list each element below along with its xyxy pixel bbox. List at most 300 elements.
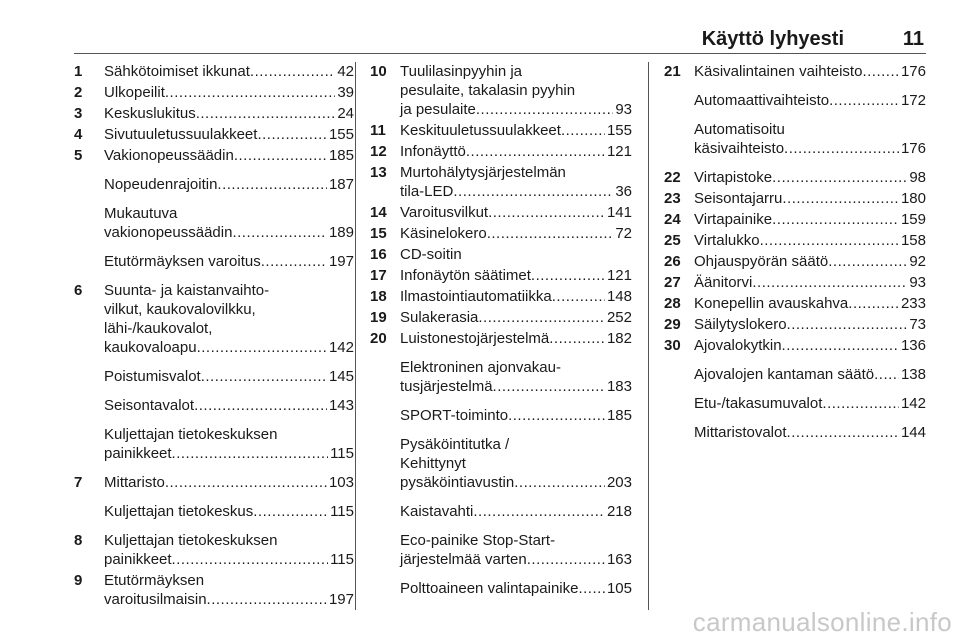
index-entry: [74, 175, 354, 194]
index-entry: [370, 203, 632, 222]
page-reference: 73: [909, 316, 926, 333]
entry-label: Äänitorvi: [694, 274, 753, 291]
entry-body: [694, 273, 926, 292]
entry-body: [400, 62, 632, 119]
entry-body: [400, 531, 632, 569]
watermark: carmanualsonline.info: [692, 607, 952, 637]
entry-label-row: [694, 336, 926, 355]
entry-label: painikkeet: [104, 551, 172, 568]
entry-body: [694, 336, 926, 355]
entry-label-row: [400, 100, 632, 119]
column-divider: [648, 62, 649, 610]
page-reference: 39: [337, 84, 354, 101]
index-entry: [370, 163, 632, 201]
entry-label-row: [694, 168, 926, 187]
entry-label: Sivutuuletussuulakkeet: [104, 126, 258, 143]
entry-body: [694, 168, 926, 187]
entry-number: 16: [370, 246, 387, 263]
entry-text-line: Murtohälytysjärjestelmän: [400, 164, 566, 181]
dot-leader: [848, 294, 899, 313]
dot-leader: [478, 308, 605, 327]
entry-text-line: Automatisoitu: [694, 121, 785, 138]
entry-body: [104, 531, 354, 569]
entry-text-line: Etutörmäyksen: [104, 572, 205, 589]
entry-label-row: [400, 224, 632, 243]
entry-number: 15: [370, 225, 387, 242]
entry-body: [104, 62, 354, 81]
entry-label-row: [400, 406, 632, 425]
entry-body: [400, 308, 632, 327]
entry-label-row: [104, 590, 354, 609]
entry-label-row: [694, 315, 926, 334]
index-entry: [370, 224, 632, 243]
index-entry: [664, 120, 926, 158]
entry-body: [104, 281, 354, 357]
index-entry: [664, 294, 926, 313]
page-reference: 42: [337, 63, 354, 80]
entry-body: [694, 62, 926, 81]
entry-label: Mittaristovalot: [694, 424, 787, 441]
entry-number: 21: [664, 63, 681, 80]
page-reference: 115: [330, 551, 354, 568]
entry-label-row: [104, 223, 354, 242]
entry-text-line: Tuulilasinpyyhin ja: [400, 63, 523, 80]
entry-body: [400, 502, 632, 521]
entry-label-row: [104, 175, 354, 194]
page-reference: 145: [328, 368, 354, 385]
entry-number: 28: [664, 295, 681, 312]
entry-label: Etu-/takasumuvalot: [694, 395, 823, 412]
entry-body: [104, 502, 354, 521]
page-reference: 136: [900, 337, 926, 354]
entry-body: [104, 146, 354, 165]
entry-label: SPORT-toiminto: [400, 407, 509, 424]
index-column-2: [370, 62, 632, 608]
entry-text-line: Kuljettajan tietokeskuksen: [104, 532, 278, 549]
entry-number: 4: [74, 126, 83, 143]
entry-label: varoitusilmaisin: [104, 591, 207, 608]
page-reference: 176: [900, 63, 926, 80]
entry-label: Säilytyslokero: [694, 316, 787, 333]
entry-label-row: [104, 104, 354, 123]
index-entry: [74, 281, 354, 357]
dot-leader: [232, 223, 327, 242]
page-reference: 93: [909, 274, 926, 291]
entry-number: 13: [370, 164, 387, 181]
index-entry: [74, 396, 354, 415]
index-entry: [74, 571, 354, 609]
entry-body: [694, 294, 926, 313]
entry-body: [400, 266, 632, 285]
page-reference: 158: [900, 232, 926, 249]
page-reference: 142: [900, 395, 926, 412]
entry-label-row: [104, 502, 354, 521]
page-reference: 185: [606, 407, 632, 424]
dot-leader: [165, 83, 335, 102]
dot-leader: [578, 579, 605, 598]
page-reference: 176: [900, 140, 926, 157]
entry-number: 30: [664, 337, 681, 354]
dot-leader: [561, 121, 605, 140]
dot-leader: [493, 377, 605, 396]
entry-number: 20: [370, 330, 387, 347]
entry-body: [400, 163, 632, 201]
entry-body: [694, 231, 926, 250]
dot-leader: [549, 329, 605, 348]
index-entry: [370, 308, 632, 327]
entry-label-row: [400, 266, 632, 285]
index-entry: [664, 91, 926, 110]
entry-label: Virtapainike: [694, 211, 773, 228]
entry-label-row: [104, 550, 354, 569]
entry-number: 18: [370, 288, 387, 305]
entry-label-row: [694, 394, 926, 413]
entry-number: 9: [74, 572, 83, 589]
entry-label: Virtapistoke: [694, 169, 773, 186]
page-header: [74, 26, 926, 54]
entry-label: Seisontavalot: [104, 397, 195, 414]
entry-label: Vakionopeussäädin: [104, 147, 234, 164]
index-entry: [370, 287, 632, 306]
entry-body: [104, 204, 354, 242]
page-reference: 93: [615, 101, 632, 118]
dot-leader: [822, 394, 899, 413]
index-entry: [74, 425, 354, 463]
dot-leader: [197, 338, 327, 357]
index-entry: [370, 62, 632, 119]
entry-label-row: [104, 444, 354, 463]
entry-body: [104, 425, 354, 463]
dot-leader: [476, 100, 613, 119]
page-reference: 189: [328, 224, 354, 241]
entry-label: Mittaristo: [104, 474, 165, 491]
index-entry: [370, 406, 632, 425]
page-reference: 115: [330, 445, 354, 462]
dot-leader: [784, 139, 899, 158]
page-reference: 252: [606, 309, 632, 326]
entry-label-row: [694, 210, 926, 229]
index-entry: [370, 435, 632, 492]
entry-label-row: [104, 473, 354, 492]
entry-label: Infonäytön säätimet: [400, 267, 531, 284]
index-entry: [74, 473, 354, 492]
entry-number: 19: [370, 309, 387, 326]
index-entry: [370, 502, 632, 521]
entry-label: Nopeudenrajoitin: [104, 176, 218, 193]
dot-leader: [772, 168, 907, 187]
dot-leader: [862, 62, 899, 81]
dot-leader: [488, 203, 605, 222]
index-column-3: [664, 62, 926, 452]
page-reference: 233: [900, 295, 926, 312]
entry-number: 27: [664, 274, 681, 291]
page-reference: 159: [900, 211, 926, 228]
dot-leader: [760, 231, 899, 250]
index-entry: [664, 273, 926, 292]
entry-text-line: Pysäköintitutka /: [400, 436, 510, 453]
page-reference: 138: [900, 366, 926, 383]
dot-leader: [829, 91, 899, 110]
entry-label-row: [104, 396, 354, 415]
index-entry: [74, 62, 354, 81]
entry-label: vakionopeussäädin: [104, 224, 233, 241]
entry-text-line: vilkut, kaukovalovilkku,: [104, 301, 256, 318]
entry-text-line: lähi-/kaukovalot,: [104, 320, 213, 337]
entry-label-row: [400, 502, 632, 521]
dot-leader: [196, 104, 336, 123]
dot-leader: [787, 315, 908, 334]
index-entry: [74, 252, 354, 271]
index-entry: [370, 266, 632, 285]
index-column-1: [74, 62, 354, 611]
entry-number: 8: [74, 532, 83, 549]
entry-number: 7: [74, 474, 83, 491]
entry-number: 10: [370, 63, 387, 80]
entry-label: järjestelmää varten: [400, 551, 527, 568]
entry-body: [400, 142, 632, 161]
entry-text-line: Eco-painike Stop-Start-: [400, 532, 556, 549]
entry-body: [400, 406, 632, 425]
column-divider: [355, 62, 356, 610]
page-reference: 141: [606, 204, 632, 221]
entry-label: Kuljettajan tietokeskus: [104, 503, 254, 520]
entry-body: [694, 189, 926, 208]
entry-label-row: [400, 308, 632, 327]
entry-body: [104, 104, 354, 123]
entry-label-row: [694, 231, 926, 250]
dot-leader: [207, 590, 327, 609]
entry-label-row: [400, 329, 632, 348]
dot-leader: [487, 224, 614, 243]
page-reference: 72: [615, 225, 632, 242]
entry-label: kaukovaloapu: [104, 339, 197, 356]
entry-number: 3: [74, 105, 83, 122]
entry-label: Varoitusvilkut: [400, 204, 489, 221]
entry-label-row: [694, 273, 926, 292]
entry-number: 14: [370, 204, 387, 221]
dot-leader: [473, 502, 605, 521]
page-reference: 121: [606, 267, 632, 284]
dot-leader: [453, 182, 613, 201]
dot-leader: [874, 365, 899, 384]
entry-label: Luistonestojärjestelmä: [400, 330, 550, 347]
entry-label: Automaattivaihteisto: [694, 92, 830, 109]
index-entry: [370, 531, 632, 569]
dot-leader: [527, 550, 605, 569]
page-reference: 197: [328, 591, 354, 608]
page-reference: 203: [606, 474, 632, 491]
dot-leader: [172, 444, 329, 463]
entry-label: Keskuslukitus: [104, 105, 196, 122]
entry-label: käsivaihteisto: [694, 140, 785, 157]
entry-body: [400, 329, 632, 348]
entry-label: Ohjauspyörän säätö: [694, 253, 829, 270]
entry-label: Sähkötoimiset ikkunat: [104, 63, 250, 80]
dot-leader: [787, 423, 899, 442]
index-entry: [74, 204, 354, 242]
entry-label-row: [104, 367, 354, 386]
entry-label: Ilmastointiautomatiikka: [400, 288, 552, 305]
page-reference: 163: [606, 551, 632, 568]
entry-label-row: [694, 423, 926, 442]
dot-leader: [531, 266, 605, 285]
entry-body: [694, 423, 926, 442]
dot-leader: [552, 287, 605, 306]
entry-body: [694, 91, 926, 110]
entry-number: 25: [664, 232, 681, 249]
entry-text-line: pesulaite, takalasin pyyhin: [400, 82, 576, 99]
dot-leader: [234, 146, 327, 165]
entry-label: Käsinelokero: [400, 225, 487, 242]
entry-body: [104, 473, 354, 492]
entry-label-row: [400, 182, 632, 201]
entry-label: Keskituuletussuulakkeet: [400, 122, 561, 139]
entry-number: 12: [370, 143, 387, 160]
entry-label: Käsivalintainen vaihteisto: [694, 63, 863, 80]
entry-label: Ajovalokytkin: [694, 337, 782, 354]
entry-label-row: [694, 252, 926, 271]
entry-label-row: [400, 121, 632, 140]
entry-number: 11: [370, 122, 386, 139]
page-reference: 182: [606, 330, 632, 347]
entry-label: Konepellin avauskahva: [694, 295, 849, 312]
index-entry: [664, 231, 926, 250]
entry-label: tusjärjestelmä: [400, 378, 493, 395]
index-entry: [74, 367, 354, 386]
index-entry: [664, 365, 926, 384]
entry-label-row: [104, 125, 354, 144]
page-reference: 180: [900, 190, 926, 207]
dot-leader: [752, 273, 907, 292]
entry-body: [694, 210, 926, 229]
page-reference: 98: [909, 169, 926, 186]
entry-number: 2: [74, 84, 83, 101]
entry-label-row: [400, 287, 632, 306]
index-entry: [664, 336, 926, 355]
entry-label-row: [400, 142, 632, 161]
page-reference: 172: [900, 92, 926, 109]
entry-body: [104, 252, 354, 271]
entry-body: [694, 365, 926, 384]
page-reference: 155: [328, 126, 354, 143]
entry-body: [400, 203, 632, 222]
index-entry: [74, 104, 354, 123]
entry-label: painikkeet: [104, 445, 172, 462]
dot-leader: [172, 550, 329, 569]
entry-body: [104, 367, 354, 386]
entry-number: 29: [664, 316, 681, 333]
page-reference: 183: [606, 378, 632, 395]
dot-leader: [250, 62, 335, 81]
page-title: Käyttö lyhyesti: [701, 28, 844, 50]
entry-number: 22: [664, 169, 681, 186]
entry-label-row: [694, 91, 926, 110]
entry-label-row: [400, 203, 632, 222]
entry-body: [400, 287, 632, 306]
entry-text-line: Mukautuva: [104, 205, 178, 222]
page-reference: 24: [337, 105, 354, 122]
entry-body: [400, 579, 632, 598]
entry-body: [400, 358, 632, 396]
entry-body: [400, 121, 632, 140]
dot-leader: [828, 252, 907, 271]
entry-number: 17: [370, 267, 387, 284]
entry-label: Poistumisvalot: [104, 368, 201, 385]
entry-body: [694, 252, 926, 271]
entry-text-line: Kehittynyt: [400, 455, 466, 472]
entry-text-line: Elektroninen ajonvakau-: [400, 359, 561, 376]
index-entry: [74, 125, 354, 144]
entry-body: [104, 571, 354, 609]
entry-label: tila-LED: [400, 183, 454, 200]
entry-text-line: CD-soitin: [400, 246, 462, 263]
entry-label-row: [400, 579, 632, 598]
entry-label-row: [104, 252, 354, 271]
entry-label: ja pesulaite: [400, 101, 476, 118]
dot-leader: [508, 406, 605, 425]
page-reference: 197: [328, 253, 354, 270]
dot-leader: [772, 210, 899, 229]
index-entry: [664, 210, 926, 229]
page-reference: 148: [606, 288, 632, 305]
index-entry: [664, 189, 926, 208]
page-reference: 103: [328, 474, 354, 491]
entry-label-row: [104, 62, 354, 81]
dot-leader: [466, 142, 605, 161]
index-entry: [664, 315, 926, 334]
dot-leader: [782, 189, 899, 208]
entry-label-row: [694, 62, 926, 81]
entry-label-row: [400, 473, 632, 492]
index-entry: [664, 423, 926, 442]
entry-label: Infonäyttö: [400, 143, 466, 160]
entry-label: pysäköintiavustin: [400, 474, 515, 491]
dot-leader: [201, 367, 327, 386]
entry-number: 1: [74, 63, 83, 80]
dot-leader: [217, 175, 327, 194]
entry-label: Ajovalojen kantaman säätö: [694, 366, 875, 383]
page-reference: 143: [328, 397, 354, 414]
page-reference: 115: [330, 503, 354, 520]
entry-number: 6: [74, 282, 83, 299]
index-entry: [74, 502, 354, 521]
index-entry: [664, 394, 926, 413]
page-number: 11: [902, 28, 924, 50]
entry-body: [104, 396, 354, 415]
page-reference: 92: [909, 253, 926, 270]
entry-label: Polttoaineen valintapainike: [400, 580, 579, 597]
dot-leader: [194, 396, 327, 415]
entry-body: [694, 120, 926, 158]
entry-label: Ulkopeilit: [104, 84, 165, 101]
entry-label-row: [104, 338, 354, 357]
index-entry: [664, 252, 926, 271]
index-entry: [370, 121, 632, 140]
entry-label-row: [104, 83, 354, 102]
entry-label-row: [694, 294, 926, 313]
entry-body: [400, 224, 632, 243]
index-entry: [74, 83, 354, 102]
entry-label: Seisontajarru: [694, 190, 783, 207]
entry-number: 26: [664, 253, 681, 270]
entry-number: 5: [74, 147, 83, 164]
page-reference: 155: [606, 122, 632, 139]
index-entry: [370, 358, 632, 396]
index-entry: [74, 146, 354, 165]
entry-number: 24: [664, 211, 681, 228]
dot-leader: [782, 336, 899, 355]
index-entry: [74, 531, 354, 569]
